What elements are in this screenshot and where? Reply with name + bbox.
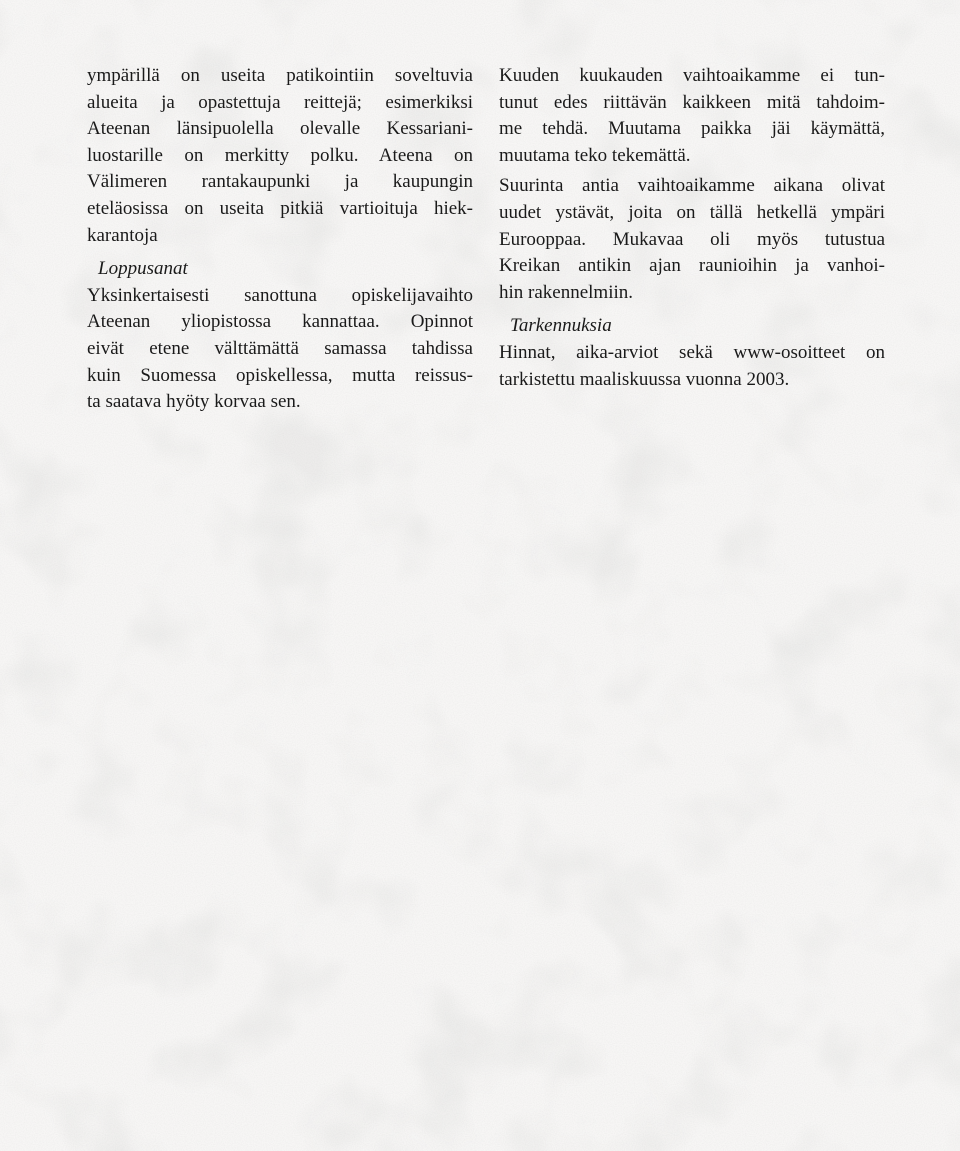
notes-paragraph: [499, 340, 885, 393]
text-line: Ateenan yliopistossa kannattaa. Opinnot: [87, 311, 473, 333]
text-line: Kreikan antikin ajan raunioihin ja vanhoi-: [499, 255, 885, 277]
right-column: [499, 63, 885, 393]
text-line: muutama teko tekemättä.: [499, 144, 691, 166]
text-line: eteläosissa on useita pitkiä vartioituja hiek-: [87, 197, 473, 219]
text-line: tunut edes riittävän kaikkeen mitä tahdoim-: [499, 91, 885, 113]
text-line: eivät etene välttämättä samassa tahdissa: [87, 337, 473, 359]
text-line: Yksinkertaisesti sanottuna opiskelijavaihto: [87, 284, 473, 306]
text-line: Eurooppaa. Mukavaa oli myös tutustua: [499, 228, 885, 250]
text-line: Välimeren rantakaupunki ja kaupungin: [87, 171, 473, 193]
text-line: karantoja: [87, 224, 158, 246]
conclusion-paragraph: [87, 283, 473, 416]
text-line: alueita ja opastettuja reittejä; esimerkiksi: [87, 91, 473, 113]
exchange-duration-paragraph: [499, 63, 885, 169]
text-line: Hinnat, aika-arviot sekä www-osoitteet on: [499, 341, 885, 363]
friends-paragraph: [499, 173, 885, 306]
text-line: tarkistettu maaliskuussa vuonna 2003.: [499, 368, 790, 390]
text-line: uudet ystävät, joita on tällä hetkellä ympäri: [499, 201, 885, 223]
text-line: Ateenan länsipuolella olevalle Kessariani-: [87, 118, 473, 140]
intro-paragraph: [87, 63, 473, 249]
text-line: luostarille on merkitty polku. Ateena on: [87, 144, 473, 166]
section-heading-loppusanat: Loppusanat: [98, 258, 188, 280]
text-line: Kuuden kuukauden vaihtoaikamme ei tun-: [499, 65, 885, 86]
text-line: Suurinta antia vaihtoaikamme aikana olivat: [499, 175, 885, 197]
text-line: me tehdä. Muutama paikka jäi käymättä,: [499, 118, 885, 140]
section-heading-tarkennuksia: Tarkennuksia: [510, 315, 612, 337]
text-line: ympärillä on useita patikointiin soveltuvia: [87, 65, 473, 86]
left-column: [87, 63, 473, 416]
text-line: ta saatava hyöty korvaa sen.: [87, 391, 301, 413]
text-line: hin rakennelmiin.: [499, 281, 634, 303]
text-line: kuin Suomessa opiskellessa, mutta reissus-: [87, 364, 473, 386]
